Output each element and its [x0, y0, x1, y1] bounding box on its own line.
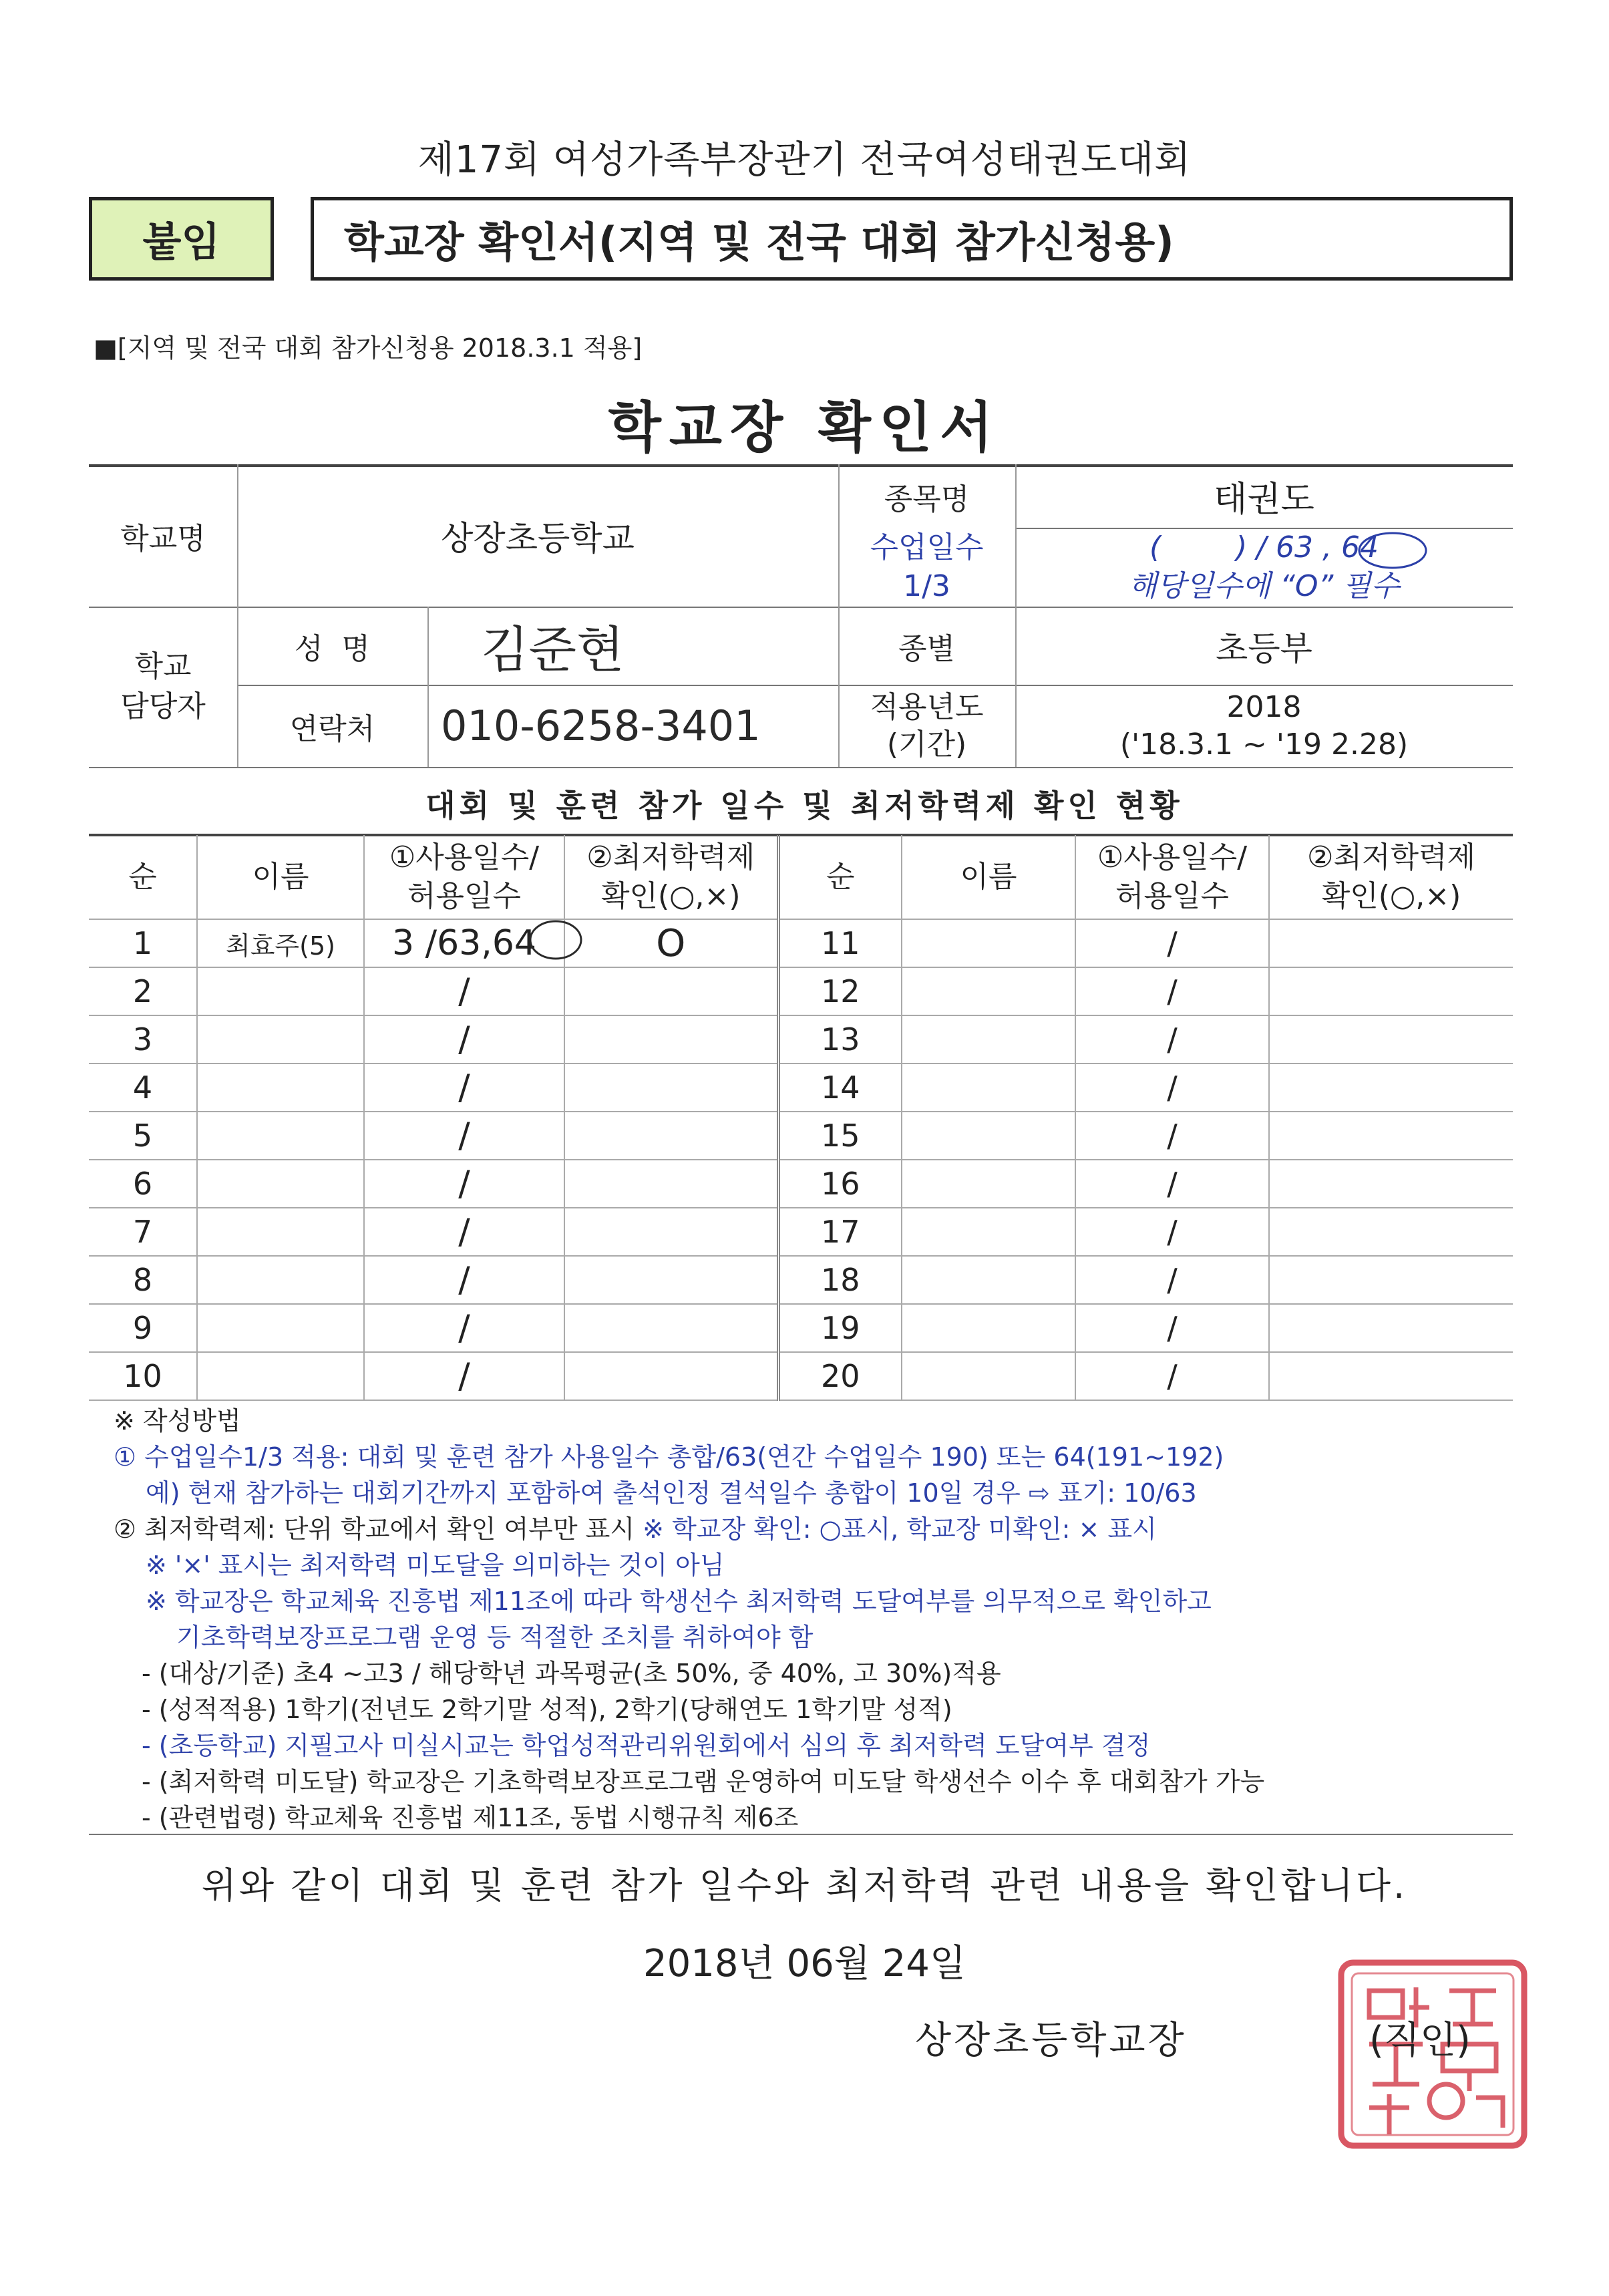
row-athlete-name	[197, 1015, 364, 1063]
bullet-elementary: - (초등학교) 지필고사 미실시교는 학업성적관리위원회에서 심의 후 최저학력 도달여부 결정	[142, 1731, 1151, 1760]
status-row	[89, 1304, 1513, 1352]
col-no-header: 순	[89, 835, 197, 919]
col-days-header-line2: 허용일수	[407, 878, 521, 913]
instruction-2-note-principal: ※ 학교장은 학교체육 진흥법 제11조에 따라 학생선수 최저학력 도달여부를 의무적으로 확인하고	[146, 1587, 1212, 1616]
instruction-1: ① 수업일수1/3 적용: 대회 및 훈련 참가 사용일수 총합/63(연간 수업일수 190) 또는 64(191~192)	[114, 1442, 1224, 1472]
bullet-laws: - (관련법령) 학교체육 진흥법 제11조, 동법 시행규칙 제6조	[142, 1803, 799, 1832]
row-number: 7	[89, 1208, 197, 1256]
confirmation-statement: 위와 같이 대회 및 훈련 참가 일수와 최저학력 관련 내용을 확인합니다.	[201, 1864, 1408, 1907]
row-number: 20	[778, 1352, 902, 1400]
col-name2-header: 이름	[902, 835, 1075, 919]
row-days-used: /	[364, 1304, 564, 1352]
staff-label	[89, 607, 237, 767]
applicability-notice: ■[지역 및 전국 대회 참가신청용 2018.3.1 적용]	[94, 333, 643, 363]
row-days-used: /	[1075, 1352, 1269, 1400]
row-number: 2	[89, 967, 197, 1015]
row-min-academic-check	[1269, 1112, 1513, 1160]
school-name-value: 상장초등학교	[441, 518, 635, 558]
col-days2-header	[1075, 835, 1269, 919]
col-min-header-line2: 확인(○,×)	[600, 878, 741, 913]
allowed-days-circle-mark	[528, 918, 584, 962]
class-days-circle-mark	[1356, 530, 1429, 571]
instructions-heading: ※ 작성방법	[114, 1406, 241, 1436]
col-min-header-line1: ②최저학력제	[586, 840, 755, 874]
form-title-box: 학교장 확인서(지역 및 전국 대회 참가신청용)	[311, 197, 1513, 281]
row-min-academic-check	[564, 1352, 778, 1400]
row-min-academic-check	[1269, 1063, 1513, 1112]
col-days2-header-line1: ①사용일수/	[1097, 840, 1248, 874]
row-number: 18	[778, 1256, 902, 1304]
bullet-below-min: - (최저학력 미도달) 학교장은 기초학력보장프로그램 운영하여 미도달 학생선수 이수 후 대회참가 가능	[142, 1767, 1265, 1796]
row-min-academic-check	[564, 1063, 778, 1112]
contact-label: 연락처	[289, 711, 375, 746]
event-value: 태권도	[1214, 480, 1314, 520]
status-row	[89, 1160, 1513, 1208]
row-number: 5	[89, 1112, 197, 1160]
row-days-used: /	[364, 1208, 564, 1256]
row-days-used: /	[364, 1063, 564, 1112]
event-label: 종목명	[884, 482, 970, 516]
row-min-academic-check	[564, 967, 778, 1015]
row-athlete-name	[197, 1160, 364, 1208]
row-min-academic-check	[1269, 1256, 1513, 1304]
row-athlete-name	[197, 967, 364, 1015]
year-label	[838, 685, 1015, 767]
col-name-header: 이름	[197, 835, 364, 919]
row-athlete-name	[902, 1112, 1075, 1160]
status-row	[89, 1063, 1513, 1112]
row-min-academic-check	[1269, 1015, 1513, 1063]
bullet-grades: - (성적적용) 1학기(전년도 2학기말 성적), 2학기(당해연도 1학기말 성적)	[142, 1695, 952, 1724]
document-title: 학교장 확인서	[608, 396, 1001, 460]
row-athlete-name	[902, 1160, 1075, 1208]
row-athlete-name: 최효주(5)	[197, 919, 364, 967]
row-min-academic-check	[564, 1112, 778, 1160]
row-min-academic-check	[564, 1160, 778, 1208]
class-days-note: 해당일수에 “O” 필수	[1128, 569, 1400, 603]
row-days-used: 3 /63,64	[364, 919, 564, 967]
year-value-period: ('18.3.1 ~ '19 2.28)	[1119, 727, 1409, 762]
col-days-header-line1: ①사용일수/	[389, 840, 540, 874]
row-days-used: /	[364, 1352, 564, 1400]
principal-title: 상장초등학교장	[915, 2019, 1187, 2062]
row-min-academic-check	[1269, 919, 1513, 967]
row-days-used: /	[1075, 1063, 1269, 1112]
row-days-used: /	[364, 1160, 564, 1208]
row-min-academic-check	[1269, 1352, 1513, 1400]
instruction-2-note-principal-cont: 기초학력보장프로그램 운영 등 적절한 조치를 취하여야 함	[176, 1623, 814, 1652]
category-label: 종별	[898, 631, 955, 666]
row-days-used: /	[364, 1112, 564, 1160]
status-table	[89, 835, 1513, 1401]
row-min-academic-check	[1269, 967, 1513, 1015]
event-title: 제17회 여성가족부장관기 전국여성태권도대회	[417, 138, 1192, 182]
category-value: 초등부	[1216, 629, 1312, 668]
row-number: 4	[89, 1063, 197, 1112]
row-min-academic-check	[564, 1015, 778, 1063]
row-min-academic-check: O	[564, 919, 778, 967]
row-days-used: /	[1075, 1160, 1269, 1208]
row-min-academic-check	[564, 1208, 778, 1256]
row-number: 14	[778, 1063, 902, 1112]
instruction-2-text: ② 최저학력제: 단위 학교에서 확인 여부만 표시	[114, 1514, 643, 1544]
row-days-used: /	[1075, 1304, 1269, 1352]
class-days-value	[1015, 528, 1513, 607]
row-days-used: /	[364, 1256, 564, 1304]
row-min-academic-check	[1269, 1160, 1513, 1208]
notes-bottom-border	[89, 1834, 1513, 1835]
staff-label-line2: 담당자	[120, 689, 206, 723]
name-label: 성 명	[295, 631, 370, 666]
row-athlete-name	[197, 1208, 364, 1256]
class-days-label-line1: 수업일수	[870, 530, 984, 564]
writing-instructions	[114, 1403, 1530, 1836]
col-days-header	[364, 835, 564, 919]
row-number: 17	[778, 1208, 902, 1256]
school-name-label: 학교명	[120, 521, 206, 556]
col-min-header	[564, 835, 778, 919]
year-label-line2: (기간)	[886, 727, 967, 762]
class-days-label-line2: 1/3	[903, 569, 950, 603]
row-athlete-name	[902, 1208, 1075, 1256]
info-bottom-border	[89, 767, 1513, 768]
seal-label: (직인)	[1369, 2019, 1471, 2062]
row-days-used: /	[1075, 1112, 1269, 1160]
status-header-row	[89, 835, 1513, 919]
row-min-academic-check	[1269, 1208, 1513, 1256]
instruction-1-example: 예) 현재 참가하는 대회기간까지 포함하여 출석인정 결석일수 총합이 10일 경우 ⇨ 표기: 10/63	[146, 1478, 1197, 1508]
row-days-used: /	[1075, 1208, 1269, 1256]
row-number: 11	[778, 919, 902, 967]
row-days-used: /	[364, 967, 564, 1015]
row-min-academic-check	[1269, 1304, 1513, 1352]
status-row	[89, 1256, 1513, 1304]
row-athlete-name	[197, 1112, 364, 1160]
col-min2-header	[1269, 835, 1513, 919]
confirmation-date: 2018년 06월 24일	[643, 1942, 966, 1985]
staff-label-line1: 학교	[134, 649, 192, 683]
col-days2-header-line2: 허용일수	[1115, 878, 1229, 913]
status-row	[89, 1352, 1513, 1400]
row-athlete-name	[902, 1063, 1075, 1112]
row-number: 15	[778, 1112, 902, 1160]
row-min-academic-check	[564, 1304, 778, 1352]
row-number: 12	[778, 967, 902, 1015]
row-number: 9	[89, 1304, 197, 1352]
row-number: 10	[89, 1352, 197, 1400]
status-row	[89, 1015, 1513, 1063]
class-days-label	[838, 528, 1015, 607]
instruction-2	[114, 1511, 1530, 1547]
row-number: 8	[89, 1256, 197, 1304]
row-athlete-name	[197, 1352, 364, 1400]
row-days-used: /	[1075, 967, 1269, 1015]
status-row	[89, 919, 1513, 967]
class-days-selection: ( ) / 63 , 64	[1149, 530, 1379, 564]
row-athlete-name	[902, 1015, 1075, 1063]
row-min-academic-check	[564, 1256, 778, 1304]
row-number: 19	[778, 1304, 902, 1352]
row-athlete-name	[197, 1063, 364, 1112]
row-athlete-name	[902, 919, 1075, 967]
bullet-target: - (대상/기준) 초4 ~고3 / 해당학년 과목평균(초 50%, 중 40%, 고 30%)적용	[142, 1659, 1001, 1688]
col-min2-header-line1: ②최저학력제	[1307, 840, 1475, 874]
attachment-badge: 붙임	[89, 197, 274, 281]
col-no2-header: 순	[778, 835, 902, 919]
status-row	[89, 1112, 1513, 1160]
row-athlete-name	[902, 967, 1075, 1015]
status-row	[89, 1208, 1513, 1256]
instruction-2-marking: ※ 학교장 확인: ○표시, 학교장 미확인: × 표시	[643, 1514, 1157, 1544]
contact-handwritten: 010-6258-3401	[441, 701, 761, 750]
year-value-year: 2018	[1226, 689, 1302, 724]
col-min2-header-line2: 확인(○,×)	[1321, 878, 1461, 913]
row-days-used: /	[1075, 1015, 1269, 1063]
status-row	[89, 967, 1513, 1015]
row-days-used: /	[1075, 1256, 1269, 1304]
row-athlete-name	[197, 1256, 364, 1304]
staff-name-handwritten: 김준현	[481, 621, 624, 679]
instruction-2-note-x: ※ '×' 표시는 최저학력 미도달을 의미하는 것이 아님	[146, 1550, 725, 1580]
row-number: 3	[89, 1015, 197, 1063]
row-days-used: /	[1075, 919, 1269, 967]
row-athlete-name	[197, 1304, 364, 1352]
year-value	[1015, 685, 1513, 767]
status-section-title: 대회 및 훈련 참가 일수 및 최저학력제 확인 현황	[425, 788, 1184, 824]
row-number: 13	[778, 1015, 902, 1063]
row-athlete-name	[902, 1352, 1075, 1400]
row-number: 1	[89, 919, 197, 967]
year-label-line1: 적용년도	[870, 689, 984, 724]
row-number: 16	[778, 1160, 902, 1208]
row-number: 6	[89, 1160, 197, 1208]
row-athlete-name	[902, 1256, 1075, 1304]
row-athlete-name	[902, 1304, 1075, 1352]
row-days-used: /	[364, 1015, 564, 1063]
